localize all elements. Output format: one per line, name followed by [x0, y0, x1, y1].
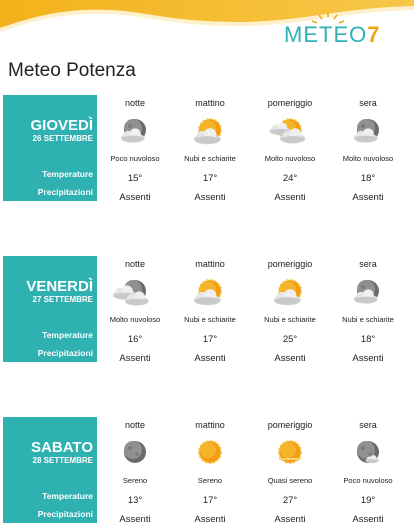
precipitation-value: Assenti — [352, 192, 384, 203]
precipitation-row-label: Precipitazioni — [37, 509, 93, 519]
moon-small-cloud-icon — [345, 434, 391, 470]
precipitation-value: Assenti — [274, 192, 306, 203]
period-label: mattino — [195, 420, 225, 430]
moon-icon — [112, 434, 158, 470]
precipitation-value: Assenti — [352, 353, 384, 364]
sun-cloud-icon — [267, 273, 313, 309]
precipitation-value: Assenti — [274, 514, 306, 525]
condition-text: Nubi e schiarite — [264, 315, 316, 324]
condition-text: Quasi sereno — [267, 476, 313, 485]
day-label-band — [3, 95, 97, 201]
moon-cloud-icon — [345, 273, 391, 309]
temperature-value: 18° — [360, 334, 376, 345]
moon-cloud-icon — [112, 112, 158, 148]
condition-text: Nubi e schiarite — [184, 315, 236, 324]
period-label: mattino — [195, 259, 225, 269]
moon-cloud-icon — [345, 112, 391, 148]
day-date: 26 SETTEMBRE — [32, 134, 93, 143]
precipitation-value: Assenti — [194, 514, 226, 525]
day-block-thursday — [0, 95, 414, 203]
forecast-slot-mattino[interactable] — [170, 256, 250, 364]
precipitation-value: Assenti — [119, 353, 151, 364]
condition-text: Molto nuvoloso — [264, 154, 316, 163]
forecast-slot-sera[interactable] — [328, 256, 408, 364]
day-block-friday — [0, 256, 414, 364]
condition-text: Sereno — [197, 476, 223, 485]
forecast-slot-pomeriggio[interactable] — [250, 417, 330, 525]
period-label: pomeriggio — [267, 98, 313, 108]
page-title: Meteo Potenza — [8, 60, 136, 81]
condition-text: Poco nuvoloso — [110, 154, 160, 163]
forecast-slot-notte[interactable] — [95, 417, 175, 525]
sun-clouds-icon — [267, 112, 313, 148]
sun-icon — [187, 434, 233, 470]
condition-text: Poco nuvoloso — [343, 476, 393, 485]
sun-haze-icon — [267, 434, 313, 470]
brand-logo[interactable] — [284, 22, 380, 48]
sun-cloud-icon — [187, 112, 233, 148]
period-label: notte — [124, 98, 146, 108]
precipitation-value: Assenti — [119, 192, 151, 203]
temperature-value: 24° — [282, 173, 298, 184]
period-label: sera — [359, 420, 377, 430]
period-label: mattino — [195, 98, 225, 108]
temperature-value: 27° — [282, 495, 298, 506]
temperature-value: 19° — [360, 495, 376, 506]
precipitation-value: Assenti — [194, 353, 226, 364]
period-label: notte — [124, 420, 146, 430]
condition-text: Sereno — [122, 476, 148, 485]
day-name: SABATO — [31, 439, 93, 456]
condition-text: Nubi e schiarite — [184, 154, 236, 163]
period-label: notte — [124, 259, 146, 269]
day-date: 28 SETTEMBRE — [32, 456, 93, 465]
day-block-saturday — [0, 417, 414, 525]
temperature-row-label: Temperature — [42, 330, 93, 340]
precipitation-value: Assenti — [352, 514, 384, 525]
temperature-value: 15° — [127, 173, 143, 184]
temperature-value: 18° — [360, 173, 376, 184]
forecast-slot-notte[interactable] — [95, 256, 175, 364]
forecast-slot-mattino[interactable] — [170, 417, 250, 525]
precipitation-value: Assenti — [274, 353, 306, 364]
day-name: VENERDÌ — [26, 278, 93, 295]
temperature-row-label: Temperature — [42, 491, 93, 501]
brand-logo-number: 7 — [367, 22, 381, 47]
condition-text: Molto nuvoloso — [109, 315, 161, 324]
precipitation-value: Assenti — [194, 192, 226, 203]
temperature-value: 17° — [202, 173, 218, 184]
precipitation-value: Assenti — [119, 514, 151, 525]
forecast-slot-mattino[interactable] — [170, 95, 250, 203]
period-label: pomeriggio — [267, 259, 313, 269]
condition-text: Molto nuvoloso — [342, 154, 394, 163]
day-label-band — [3, 256, 97, 362]
period-label: pomeriggio — [267, 420, 313, 430]
brand-logo-text: METEO — [284, 22, 368, 47]
day-name: GIOVEDÌ — [30, 117, 93, 134]
moon-clouds-icon — [112, 273, 158, 309]
day-label-band — [3, 417, 97, 523]
sun-cloud-icon — [187, 273, 233, 309]
forecast-slot-sera[interactable] — [328, 95, 408, 203]
forecast-slot-notte[interactable] — [95, 95, 175, 203]
temperature-value: 17° — [202, 334, 218, 345]
temperature-row-label: Temperature — [42, 169, 93, 179]
temperature-value: 13° — [127, 495, 143, 506]
period-label: sera — [359, 98, 377, 108]
temperature-value: 16° — [127, 334, 143, 345]
forecast-slot-pomeriggio[interactable] — [250, 256, 330, 364]
precipitation-row-label: Precipitazioni — [37, 348, 93, 358]
temperature-value: 17° — [202, 495, 218, 506]
forecast-slot-pomeriggio[interactable] — [250, 95, 330, 203]
temperature-value: 25° — [282, 334, 298, 345]
condition-text: Nubi e schiarite — [342, 315, 394, 324]
forecast-slot-sera[interactable] — [328, 417, 408, 525]
period-label: sera — [359, 259, 377, 269]
day-date: 27 SETTEMBRE — [32, 295, 93, 304]
precipitation-row-label: Precipitazioni — [37, 187, 93, 197]
